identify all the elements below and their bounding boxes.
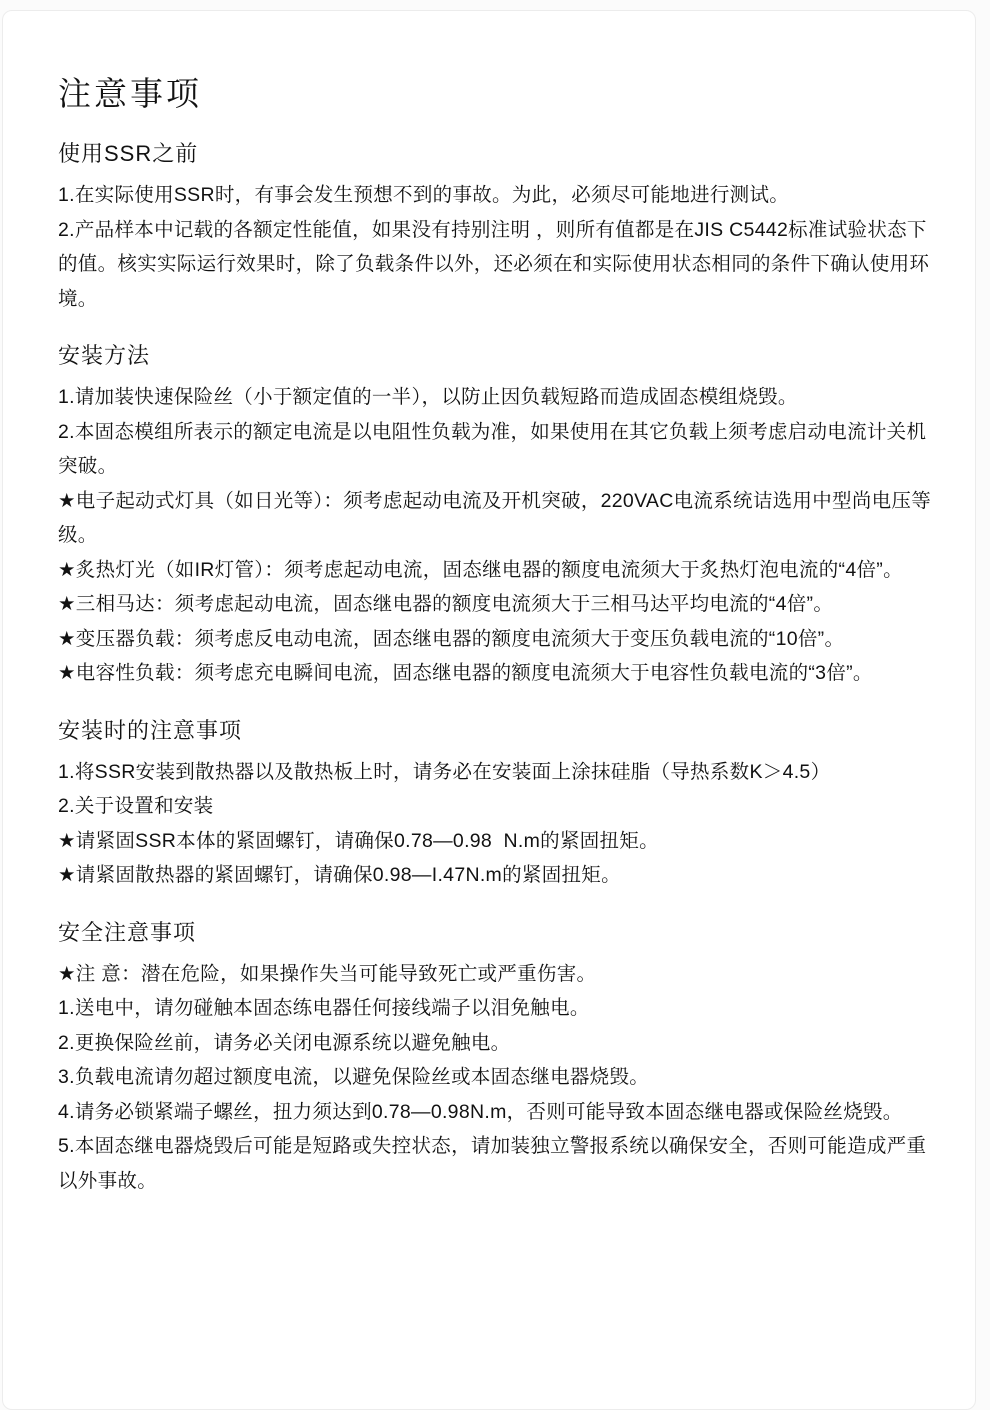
text-line: 1.将SSR安装到散热器以及散热板上时，请务必在安装面上涂抹硅脂（导热系数K＞4.5） xyxy=(58,760,831,783)
section-heading: 安装时的注意事项 xyxy=(58,717,243,743)
text-line: 2.更换保险丝前，请务必关闭电源系统以避免触电。 xyxy=(58,1031,511,1054)
text-line: ★请紧固SSR本体的紧固螺钉，请确保0.78—0.98 N.m的紧固扭矩。 xyxy=(58,829,659,852)
section-installation-method xyxy=(58,340,936,691)
section-heading: 安全注意事项 xyxy=(58,919,197,945)
text-line: ★炙热灯光（如IR灯管）：须考虑起动电流，固态继电器的额度电流须大于炙热灯泡电流的“4倍”。 xyxy=(58,558,903,581)
text-line: 2.本固态模组所表示的额定电流是以电阻性负载为准，如果使用在其它负载上须考虑启动电流计关机突破。 xyxy=(58,420,927,477)
page-title: 注意事项 xyxy=(58,75,202,112)
text-line: 2.关于设置和安装 xyxy=(58,795,214,817)
text-line: 1.在实际使用SSR时，有事会发生预想不到的事故。为此，必须尽可能地进行测试。 xyxy=(58,184,790,206)
text-line: 2.产品样本中记载的各额定性能值，如果没有持别注明 ，则所有值都是在JIS C5442标准试验状态下的值。核实实际运行效果时，除了负载条件以外，还必须在和实际使用状态相同的条件下确认使用环境。 xyxy=(58,218,930,310)
text-line: 1.送电中，请勿碰触本固态练电器任何接线端子以泪免触电。 xyxy=(58,997,590,1019)
text-line: ★变压器负载：须考虑反电动电流，固态继电器的额度电流须大于变压负载电流的“10倍”。 xyxy=(58,627,845,650)
section-heading: 安装方法 xyxy=(58,343,151,368)
section-safety-precautions xyxy=(58,917,936,1199)
section-installation-precautions xyxy=(58,715,936,893)
text-line: 4.请务必锁紧端子螺丝，扭力须达到0.78—0.98N.m，否则可能导致本固态继电器或保险丝烧毁。 xyxy=(58,1100,903,1123)
text-line: ★电容性负载：须考虑充电瞬间电流，固态继电器的额度电流须大于电容性负载电流的“3倍”。 xyxy=(58,662,873,684)
text-line: ★注 意：潜在危险，如果操作失当可能导致死亡或严重伤害。 xyxy=(58,962,597,985)
text-line: 5.本固态继电器烧毁后可能是短路或失控状态，请加装独立警报系统以确保安全，否则可能造成严重以外事故。 xyxy=(58,1135,927,1192)
section-before-using-ssr xyxy=(58,138,936,316)
text-line: ★电子起动式灯具（如日光等）：须考虑起动电流及开机突破，220VAC电流系统诘选用中型尚电压等级。 xyxy=(58,489,932,546)
text-line: 1.请加装快速保险丝（小于额定值的一半），以防止因负载短路而造成固态模组烧毁。 xyxy=(58,386,798,408)
text-line: ★请紧固散热器的紧固螺钉，请确保0.98—I.47N.m的紧固扭矩。 xyxy=(58,864,621,886)
section-heading: 使用SSR之前 xyxy=(58,141,199,166)
text-line: 3.负载电流请勿超过额度电流，以避免保险丝或本固态继电器烧毁。 xyxy=(58,1066,650,1088)
text-line: ★三相马达：须考虑起动电流，固态继电器的额度电流须大于三相马达平均电流的“4倍”。 xyxy=(58,593,834,615)
